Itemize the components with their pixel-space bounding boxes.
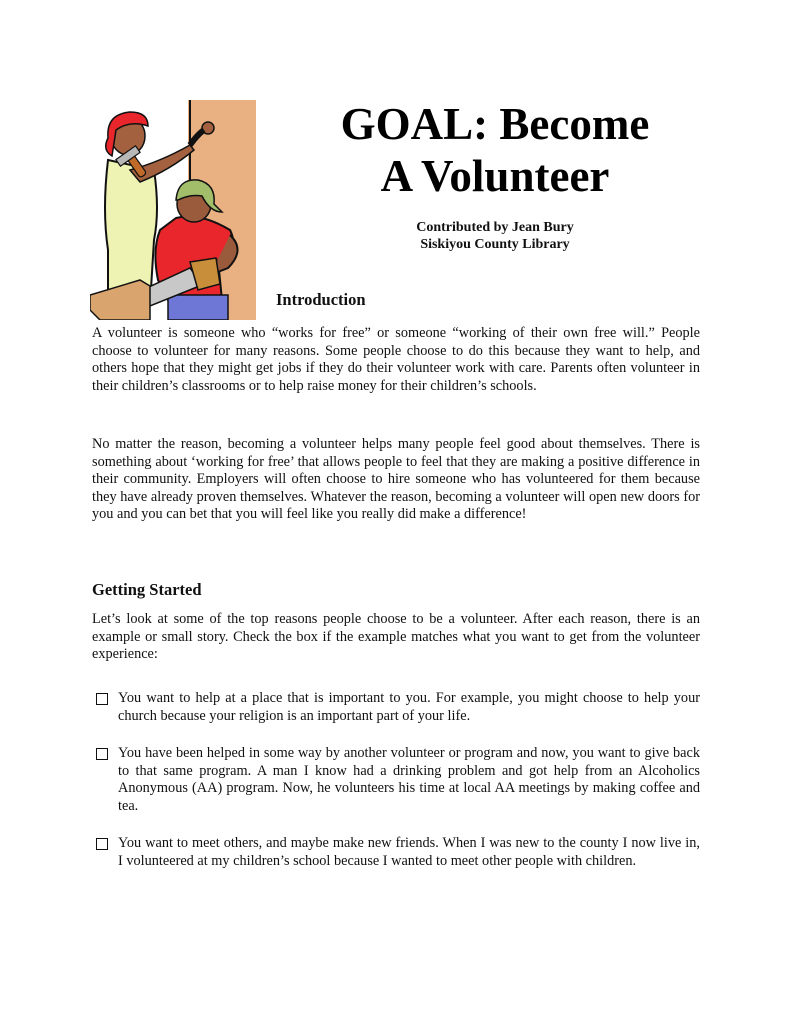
checkbox[interactable] xyxy=(96,693,108,705)
introduction-heading: Introduction xyxy=(276,290,366,309)
introduction-paragraph-2: No matter the reason, becoming a volunteer helps many people feel good about themselves. There is something about ‘working for free’ that allows people to feel that they are making a positive difference in their community. Employers will often choose to hire someone who has volunteered for them because they have already proven themselves. Whatever the reason, becoming a volunteer will open new doors for you and you can bet that you will feel like you really did make a difference! xyxy=(92,436,700,523)
getting-started-heading: Getting Started xyxy=(92,580,202,599)
volunteers-illustration xyxy=(90,100,256,320)
title-line-1: GOAL: Become xyxy=(340,99,650,149)
checklist-item xyxy=(96,690,700,725)
introduction-paragraph-1: A volunteer is someone who “works for free” or someone “working of their own free will.” People choose to volunteer for many reasons. Some people choose to do this because they want to help, and others hope that they might get jobs if they do their volunteer work with care. Parents often volunteer in their children’s classrooms or to help raise money for their children’s schools. xyxy=(92,325,700,394)
page-title xyxy=(300,98,690,202)
checklist-item xyxy=(96,745,700,815)
checkbox[interactable] xyxy=(96,838,108,850)
contributor: Contributed by Jean Bury xyxy=(416,220,574,235)
byline xyxy=(330,219,660,253)
title-line-2: A Volunteer xyxy=(380,151,610,201)
checklist-item-text: You have been helped in some way by another volunteer or program and now, you want to give back to that same program. A man I know had a drinking problem and got help from an Alcoholics Anonymous (AA) program. Now, he volunteers his time at local AA meetings by making coffee and tea. xyxy=(118,745,700,814)
checklist-item-text: You want to help at a place that is important to you. For example, you might choose to help your church because your religion is an important part of your life. xyxy=(118,690,700,724)
organization: Siskiyou County Library xyxy=(420,237,570,252)
checklist-item-text: You want to meet others, and maybe make new friends. When I was new to the county I now live in, I volunteered at my children’s school because I wanted to meet other people with children. xyxy=(118,835,700,869)
checkbox[interactable] xyxy=(96,748,108,760)
checklist-item xyxy=(96,835,700,870)
getting-started-intro: Let’s look at some of the top reasons people choose to be a volunteer. After each reason, there is an example or small story. Check the box if the example matches what you want to get from the volunteer experience: xyxy=(92,611,700,663)
